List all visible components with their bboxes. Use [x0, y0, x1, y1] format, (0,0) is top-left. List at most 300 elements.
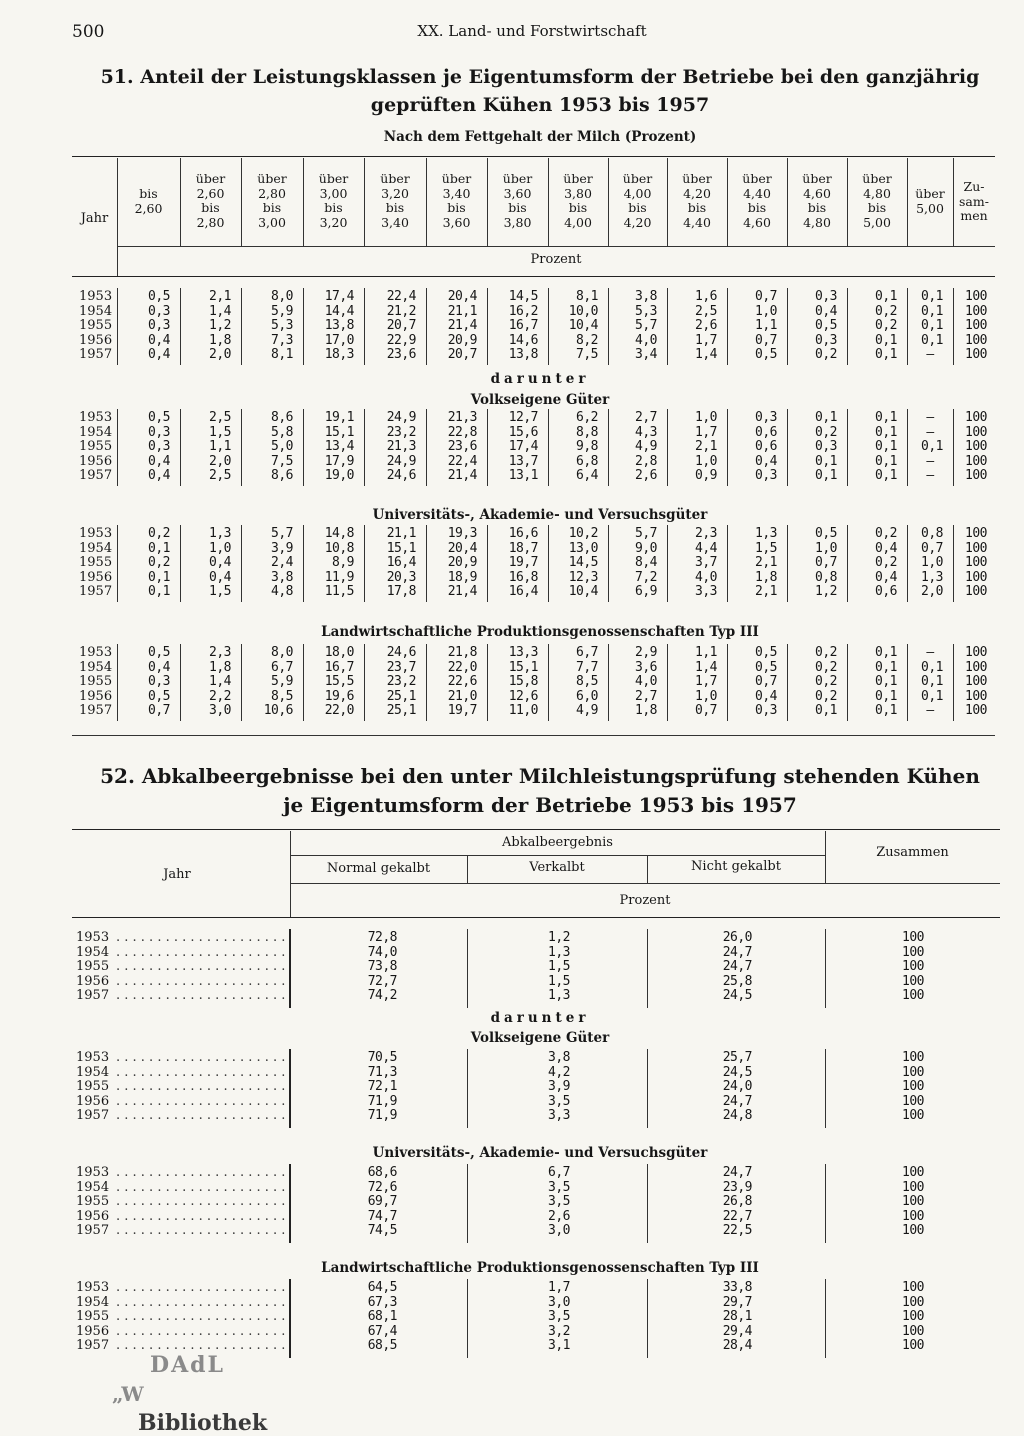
table51-row-divider [847, 644, 848, 721]
table52-row-divider [467, 1164, 468, 1243]
table51-row-divider [787, 409, 788, 486]
table51-darunter: darunter [490, 371, 590, 387]
table51-cell: 12,3 [568, 569, 598, 585]
table51-cell: 3,0 [209, 703, 231, 718]
table51-cell: 16,2 [508, 303, 538, 319]
table52-cell: 64,5 [367, 1280, 397, 1295]
table51-cell: 20,9 [447, 332, 477, 348]
table52-cell: 72,7 [367, 973, 397, 989]
table51-cell: 5,7 [271, 526, 293, 541]
table51-cell: 0,1 [875, 332, 897, 348]
table51-cell: 0,3 [148, 439, 170, 454]
table51-row-divider [727, 525, 728, 602]
table51-row-divider [241, 288, 242, 365]
table51-cell: 0,2 [148, 526, 170, 541]
table52-cell: 74,5 [367, 1223, 397, 1238]
table51-cell: 6,9 [635, 584, 657, 599]
table51-col-header: über [682, 171, 712, 186]
table51-cell: 0,4 [755, 453, 777, 469]
table51-cell: 1,8 [209, 332, 231, 348]
table51-row-divider [787, 644, 788, 721]
table51-cell: 0,7 [695, 703, 717, 718]
table51-col-header: 2,80 [196, 214, 225, 230]
table51-bottom-rule [72, 735, 995, 736]
table51-cell: 18,9 [447, 569, 477, 585]
table51-cell: 4,0 [635, 674, 657, 689]
table51-cell: 11,0 [508, 703, 538, 718]
table51-section-heading: Universitäts-, Akademie- und Versuchsgüter [372, 507, 708, 523]
table51-cell: 15,6 [508, 424, 538, 440]
table51-cell: 0,5 [815, 526, 837, 541]
table51-col-header: 2,80 [258, 185, 286, 201]
table51-cell: 100 [965, 468, 987, 483]
table52-cell: 72,8 [367, 930, 397, 945]
table52-cell: 100 [902, 1194, 924, 1209]
table51-cell: 0,2 [148, 555, 170, 570]
table51-row-divider [364, 288, 365, 365]
table51-col-header: bis [687, 200, 707, 215]
table51-cell: 100 [965, 526, 987, 541]
table51-col-header: 5,00 [863, 214, 891, 230]
table52-cell: 3,0 [548, 1223, 570, 1238]
table52-row-leader: . . . . . . . . . . . . . . . . . . . . . [116, 1194, 286, 1209]
table51-cell: 7,2 [635, 569, 657, 585]
table52-row-leader: . . . . . . . . . . . . . . . . . . . . . [116, 1294, 286, 1310]
table51-cell: 100 [965, 347, 987, 362]
table51-row-divider [667, 409, 668, 486]
table51-cell: 0,8 [815, 569, 837, 585]
table51-cell: 11,9 [324, 569, 354, 585]
table51-cell: 0,1 [148, 569, 170, 585]
table51-cell: 9,0 [635, 540, 657, 556]
table51-cell: 8,0 [271, 645, 293, 660]
table51-col-header: über [742, 171, 772, 186]
table51-cell: 2,7 [635, 688, 657, 704]
table51-col-header: 3,20 [319, 214, 348, 230]
table51-cell: 0,1 [875, 659, 897, 675]
table51-row-divider [426, 525, 427, 602]
table52-row-leader: . . . . . . . . . . . . . . . . . . . . . [116, 1165, 286, 1180]
table51-cell: 0,5 [148, 410, 170, 425]
table52-cell: 70,5 [367, 1050, 397, 1065]
table51-row-year: 1956 [79, 688, 113, 704]
table51-row-divider [667, 525, 668, 602]
table51-cell: 6,4 [576, 468, 598, 483]
table51-cell: 4,0 [695, 569, 717, 585]
table51-cell: 24,9 [386, 410, 416, 425]
table52-row-year: 1954 [76, 1179, 110, 1195]
table52-row-leader: . . . . . . . . . . . . . . . . . . . . . [116, 973, 286, 989]
table52-cell: 71,3 [367, 1064, 397, 1080]
table52-cell: 1,3 [548, 988, 570, 1003]
table51-row-divider [241, 409, 242, 486]
table51-cell: 0,1 [921, 659, 943, 675]
table51-cell: 16,4 [386, 555, 416, 570]
table51-cell: 8,6 [271, 410, 293, 425]
table52-cell: 100 [902, 1093, 924, 1109]
table51-cell: — [926, 410, 934, 425]
table52-year-header: Jahr [163, 867, 191, 882]
table52-darunter: darunter [490, 1010, 590, 1026]
table51-cell: 5,7 [635, 526, 657, 541]
table51-cell: 0,1 [875, 453, 897, 469]
table51-col-header: bis [867, 200, 887, 215]
table51-row-divider [180, 644, 181, 721]
table52-cell: 74,7 [367, 1208, 397, 1224]
table51-col-header: 3,40 [442, 185, 471, 201]
table51-header-rule [117, 246, 995, 247]
table51-cell: 0,5 [148, 289, 170, 304]
table51-cell: — [926, 424, 934, 440]
table51-row-year: 1956 [79, 332, 113, 348]
table51-cell: 0,1 [875, 424, 897, 440]
table51-cell: 0,1 [815, 410, 837, 425]
table51-row-divider [787, 288, 788, 365]
table51-cell: 19,7 [508, 555, 538, 570]
table51-cell: 24,6 [386, 645, 416, 660]
table51-cell: 17,9 [324, 453, 354, 469]
table51-col-header: 2,60 [134, 200, 163, 216]
table51-row-year: 1956 [79, 569, 113, 585]
table52-cell: 28,4 [722, 1338, 752, 1353]
table51-row-year: 1954 [79, 659, 113, 675]
table52-cell: 68,5 [367, 1338, 397, 1353]
table51-cell: 2,8 [635, 453, 657, 469]
table51-row-year: 1953 [79, 410, 113, 425]
table51-row-year: 1955 [79, 318, 113, 333]
table51-section-heading: Landwirtschaftliche Produktionsgenossenschaften Typ III [321, 624, 759, 640]
table51-cell: 13,1 [508, 468, 538, 483]
table51-cell: 7,5 [576, 347, 598, 362]
table51-cell: 8,4 [635, 555, 657, 570]
table51-cell: 5,9 [271, 303, 293, 319]
table51-cell: 16,7 [324, 659, 354, 675]
table51-cell: 1,4 [695, 659, 717, 675]
table51-row-year: 1953 [79, 645, 113, 660]
table51-cell: 2,2 [209, 688, 231, 704]
table51-cell: 1,5 [209, 584, 231, 599]
table51-cell: 0,6 [755, 439, 777, 454]
table52-cell: 73,8 [367, 959, 397, 974]
table51-cell: 0,1 [921, 688, 943, 704]
table51-cell: 19,1 [324, 410, 354, 425]
table51-cell: 0,3 [148, 674, 170, 689]
table51-cell: 8,1 [576, 289, 598, 304]
table52-row-divider [467, 1049, 468, 1128]
table52-cell: 24,8 [722, 1108, 752, 1123]
table51-cell: 4,0 [635, 332, 657, 348]
table51-col-header: sam- [959, 193, 989, 209]
table51-cell: 5,8 [271, 424, 293, 440]
table51-cell: 8,8 [576, 424, 598, 440]
table51-col-header: über [441, 171, 472, 186]
table51-cell: 0,4 [755, 688, 777, 704]
table51-title-line2: geprüften Kühen 1953 bis 1957 [370, 94, 710, 116]
table51-cell: 0,3 [815, 332, 837, 348]
table51-cell: 14,4 [324, 303, 354, 319]
table52-cell: 100 [902, 1294, 924, 1310]
table51-cell: 100 [965, 439, 987, 454]
table51-cell: 14,8 [324, 526, 354, 541]
table51-cell: 6,0 [576, 688, 598, 704]
table51-cell: 8,5 [271, 688, 293, 704]
table51-cell: 2,3 [695, 526, 717, 541]
table51-cell: 1,6 [695, 289, 717, 304]
table51-col-header: 3,00 [319, 185, 348, 201]
table51-cell: 0,4 [875, 540, 897, 556]
table51-cell: 16,8 [508, 569, 538, 585]
table51-cell: 1,7 [695, 674, 717, 689]
table51-col-header: bis [747, 200, 767, 215]
table51-col-header: bis [508, 200, 527, 215]
table51-cell: 0,7 [755, 674, 777, 689]
table51-col-header: Zu- [963, 179, 985, 194]
table51-col-header: 4,60 [743, 214, 771, 230]
table51-col-header: 4,00 [623, 185, 652, 201]
table51-row-divider [364, 644, 365, 721]
table51-col-header: bis [139, 186, 158, 201]
table51-col-header: men [960, 208, 988, 223]
table51-cell: 21,1 [386, 526, 416, 541]
table52-row-leader: . . . . . . . . . . . . . . . . . . . . . [116, 944, 286, 960]
table51-cell: 0,4 [209, 555, 231, 570]
table52-cell: 29,7 [722, 1294, 752, 1310]
table51-cell: 0,1 [875, 468, 897, 483]
table51-cell: 0,1 [875, 289, 897, 304]
table51-cell: 0,3 [148, 424, 170, 440]
table52-row-leader: . . . . . . . . . . . . . . . . . . . . . [116, 1323, 286, 1339]
table51-cell: 20,3 [386, 569, 416, 585]
table52-cell: 100 [902, 1079, 924, 1094]
table51-cell: 0,5 [148, 645, 170, 660]
table52-row-divider [647, 929, 648, 1008]
table51-cell: 2,6 [635, 468, 657, 483]
table52-cell: 3,0 [548, 1294, 570, 1310]
table51-col-header: 4,00 [564, 214, 592, 230]
table51-cell: 0,1 [815, 468, 837, 483]
table52-unit-label: Prozent [619, 893, 671, 908]
table51-cell: 18,3 [324, 347, 354, 362]
table51-col-header: 2,60 [196, 185, 225, 201]
table52-row-year: 1954 [76, 944, 110, 960]
table51-row-divider [303, 288, 304, 365]
table51-cell: 100 [965, 318, 987, 333]
table51-cell: 1,4 [695, 347, 717, 362]
table51-cell: 12,7 [508, 410, 538, 425]
table52-cell: 28,1 [722, 1309, 752, 1324]
table51-cell: 0,5 [755, 645, 777, 660]
table51-cell: 13,4 [324, 439, 354, 454]
table51-cell: 0,6 [875, 584, 897, 599]
table52-section-heading: Universitäts-, Akademie- und Versuchsgüter [372, 1145, 708, 1161]
table52-cell: 24,7 [722, 1165, 752, 1180]
table51-cell: 0,1 [921, 303, 943, 319]
table52-row-divider [289, 1049, 291, 1128]
table51-col-header: 3,80 [503, 214, 532, 230]
table51-col-header: 3,00 [258, 214, 286, 230]
table52-row-year: 1957 [76, 1223, 110, 1238]
table51-col-header: über [318, 171, 349, 186]
table52-row-year: 1956 [76, 1323, 110, 1339]
table51-cell: 8,5 [576, 674, 598, 689]
table52-cell: 100 [902, 930, 924, 945]
table51-cell: 1,5 [755, 540, 777, 556]
table51-cell: 1,8 [755, 569, 777, 585]
table52-cell: 100 [902, 959, 924, 974]
table51-cell: — [926, 703, 934, 718]
table51-col-header: 4,20 [683, 185, 711, 201]
table51-cell: 100 [965, 645, 987, 660]
table52-unit-rule [72, 917, 1000, 918]
table51-cell: 0,2 [815, 424, 837, 440]
table51-cell: 1,3 [755, 526, 777, 541]
table51-cell: 0,2 [815, 645, 837, 660]
table51-cell: 21,4 [447, 584, 477, 599]
table52-cell: 74,2 [367, 988, 397, 1003]
table51-row-divider [117, 525, 118, 602]
table52-cell: 24,5 [722, 988, 752, 1003]
table51-cell: 0,7 [815, 555, 837, 570]
table51-col-header: bis [262, 200, 282, 215]
table51-cell: 9,8 [576, 439, 598, 454]
table51-cell: 13,0 [568, 540, 598, 556]
table51-cell: 4,3 [635, 424, 657, 440]
table51-cell: 8,0 [271, 289, 293, 304]
table51-cell: 22,4 [386, 289, 416, 304]
table51-cell: 0,4 [148, 332, 170, 348]
table51-cell: 23,2 [386, 674, 416, 689]
table51-col-header: bis [628, 200, 647, 215]
table51-cell: 100 [965, 703, 987, 718]
table52-row-leader: . . . . . . . . . . . . . . . . . . . . . [116, 1223, 286, 1238]
table52-section-heading: Volkseigene Güter [470, 1030, 610, 1046]
table51-cell: 1,4 [209, 674, 231, 689]
table51-col-header: 4,60 [803, 185, 831, 201]
table51-col-header: 4,40 [683, 214, 711, 230]
table51-cell: 1,7 [695, 424, 717, 440]
table51-cell: 18,0 [324, 645, 354, 660]
table51-col-header: 5,00 [916, 200, 944, 216]
table51-cell: 20,4 [447, 289, 477, 304]
table52-cell: 6,7 [548, 1165, 570, 1180]
table51-row-divider [608, 288, 609, 365]
table51-cell: 15,1 [508, 659, 538, 675]
table52-cell: 68,6 [367, 1165, 397, 1180]
table51-row-divider [953, 644, 954, 721]
table51-cell: 7,3 [271, 332, 293, 348]
table52-row-leader: . . . . . . . . . . . . . . . . . . . . . [116, 1093, 286, 1109]
table51-cell: 20,7 [386, 318, 416, 333]
table52-cell: 26,8 [722, 1194, 752, 1209]
table51-cell: 0,3 [755, 468, 777, 483]
table52-cell: 1,5 [548, 959, 570, 974]
table51-subtitle: Nach dem Fettgehalt der Milch (Prozent) [383, 129, 697, 145]
table52-row-leader: . . . . . . . . . . . . . . . . . . . . . [116, 1108, 286, 1123]
table51-cell: 2,0 [209, 453, 231, 469]
table51-cell: 1,8 [209, 659, 231, 675]
table51-row-divider [548, 644, 549, 721]
table51-cell: 5,3 [271, 318, 293, 333]
table51-cell: 3,6 [635, 659, 657, 675]
table51-cell: 13,8 [508, 347, 538, 362]
table52-cell: 3,5 [548, 1309, 570, 1324]
table51-row-divider [847, 525, 848, 602]
table51-cell: 100 [965, 289, 987, 304]
table51-cell: 3,8 [635, 289, 657, 304]
table51-cell: 23,6 [386, 347, 416, 362]
table52-cell: 100 [902, 1323, 924, 1339]
table52-row-divider [647, 1164, 648, 1243]
table51-cell: 0,5 [148, 688, 170, 704]
table52-col-nicht: Nicht gekalbt [691, 859, 781, 874]
table52-row-divider [825, 1279, 826, 1358]
table51-cell: 3,9 [271, 540, 293, 556]
table51-cell: 100 [965, 569, 987, 585]
table51-row-divider [426, 409, 427, 486]
table51-cell: 2,0 [209, 347, 231, 362]
table51-cell: 1,0 [815, 540, 837, 556]
table51-cell: 0,1 [921, 439, 943, 454]
table51-cell: 100 [965, 688, 987, 704]
table51-cell: 17,0 [324, 332, 354, 348]
table52-row-year: 1955 [76, 1079, 110, 1094]
table51-cell: 0,4 [875, 569, 897, 585]
table51-cell: 0,3 [815, 289, 837, 304]
table52-cell: 24,7 [722, 959, 752, 974]
table51-cell: 13,3 [508, 645, 538, 660]
table52-row-leader: . . . . . . . . . . . . . . . . . . . . . [116, 1050, 286, 1065]
table51-cell: 0,1 [875, 703, 897, 718]
table51-cell: 15,8 [508, 674, 538, 689]
table51-col-header: über [802, 171, 832, 186]
table51-row-year: 1955 [79, 674, 113, 689]
table51-cell: 2,9 [635, 645, 657, 660]
table52-cell: 2,6 [548, 1208, 570, 1224]
table51-cell: 19,3 [447, 526, 477, 541]
table52-row-leader: . . . . . . . . . . . . . . . . . . . . . [116, 988, 286, 1003]
table52-cell: 3,2 [548, 1323, 570, 1339]
table51-row-divider [364, 409, 365, 486]
table51-row-divider [303, 644, 304, 721]
table51-cell: 10,4 [568, 584, 598, 599]
table52-cell: 72,6 [367, 1179, 397, 1195]
table51-title-line1: 51. Anteil der Leistungsklassen je Eigentumsform der Betriebe bei den ganzjährig [100, 66, 980, 88]
table51-row-divider [953, 288, 954, 365]
table51-cell: 0,2 [875, 303, 897, 319]
table51-cell: 0,8 [921, 526, 943, 541]
table51-row-year: 1957 [79, 347, 113, 362]
table51-row-divider [787, 525, 788, 602]
table51-cell: 1,0 [209, 540, 231, 556]
table51-cell: 1,3 [209, 526, 231, 541]
table52-cell: 22,7 [722, 1208, 752, 1224]
table51-cell: 8,9 [332, 555, 354, 570]
table52-row-year: 1953 [76, 1050, 110, 1065]
table51-cell: 16,7 [508, 318, 538, 333]
table52-cell: 71,9 [367, 1093, 397, 1109]
table52-group-header: Abkalbeergebnis [502, 835, 613, 850]
table51-row-divider [953, 409, 954, 486]
table51-cell: 0,2 [815, 347, 837, 362]
table51-cell: 1,2 [815, 584, 837, 599]
table52-col-zusammen: Zusammen [876, 845, 949, 860]
table51-col-header: bis [201, 200, 220, 215]
table51-cell: 0,2 [815, 688, 837, 704]
table51-cell: 4,9 [635, 439, 657, 454]
table51-cell: 100 [965, 584, 987, 599]
table51-cell: 21,2 [386, 303, 416, 319]
table51-cell: 24,6 [386, 468, 416, 483]
